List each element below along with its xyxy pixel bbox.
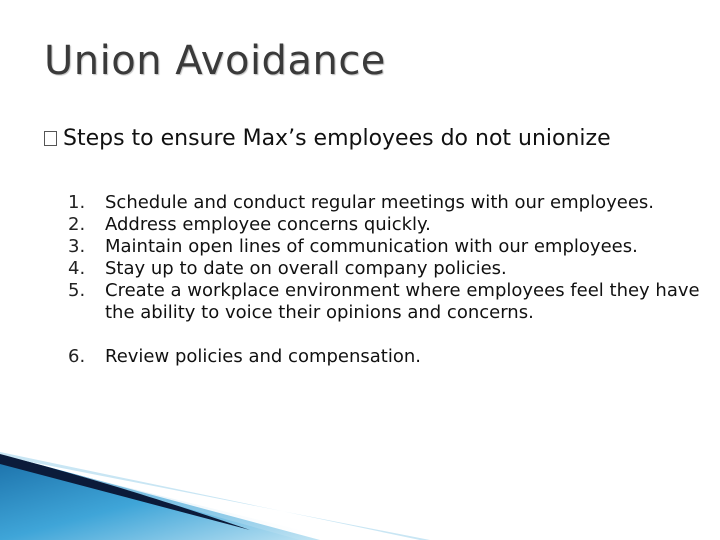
bullet-heading bbox=[44, 126, 611, 151]
list-item-number: 5. bbox=[68, 280, 86, 301]
list-item bbox=[68, 236, 708, 258]
checkbox-bullet-icon bbox=[44, 131, 57, 146]
list-item-text: Maintain open lines of communication with our employees. bbox=[105, 236, 638, 257]
list-item-number: 3. bbox=[68, 236, 86, 257]
list-item-text: Address employee concerns quickly. bbox=[105, 214, 431, 235]
list-item-text: Schedule and conduct regular meetings with our employees. bbox=[105, 192, 654, 213]
list-item bbox=[68, 258, 708, 280]
list-item bbox=[68, 346, 708, 368]
list-item-number: 4. bbox=[68, 258, 86, 279]
list-item-number: 2. bbox=[68, 214, 86, 235]
slide-title: Union Avoidance bbox=[44, 38, 386, 84]
list-item-text: Review policies and compensation. bbox=[105, 346, 422, 367]
list-item bbox=[68, 192, 708, 214]
list-item-number: 6. bbox=[68, 346, 86, 367]
decorative-wave-graphic bbox=[0, 440, 720, 540]
numbered-list bbox=[68, 192, 708, 368]
list-item-text: Create a workplace environment where employees feel they have the ability to voice their opinions and concerns. bbox=[105, 280, 700, 323]
bullet-heading-text: Steps to ensure Max’s employees do not unionize bbox=[63, 126, 611, 151]
list-item bbox=[68, 214, 708, 236]
list-item-text: Stay up to date on overall company policies. bbox=[105, 258, 507, 279]
list-item bbox=[68, 280, 708, 324]
list-item-number: 1. bbox=[68, 192, 86, 213]
